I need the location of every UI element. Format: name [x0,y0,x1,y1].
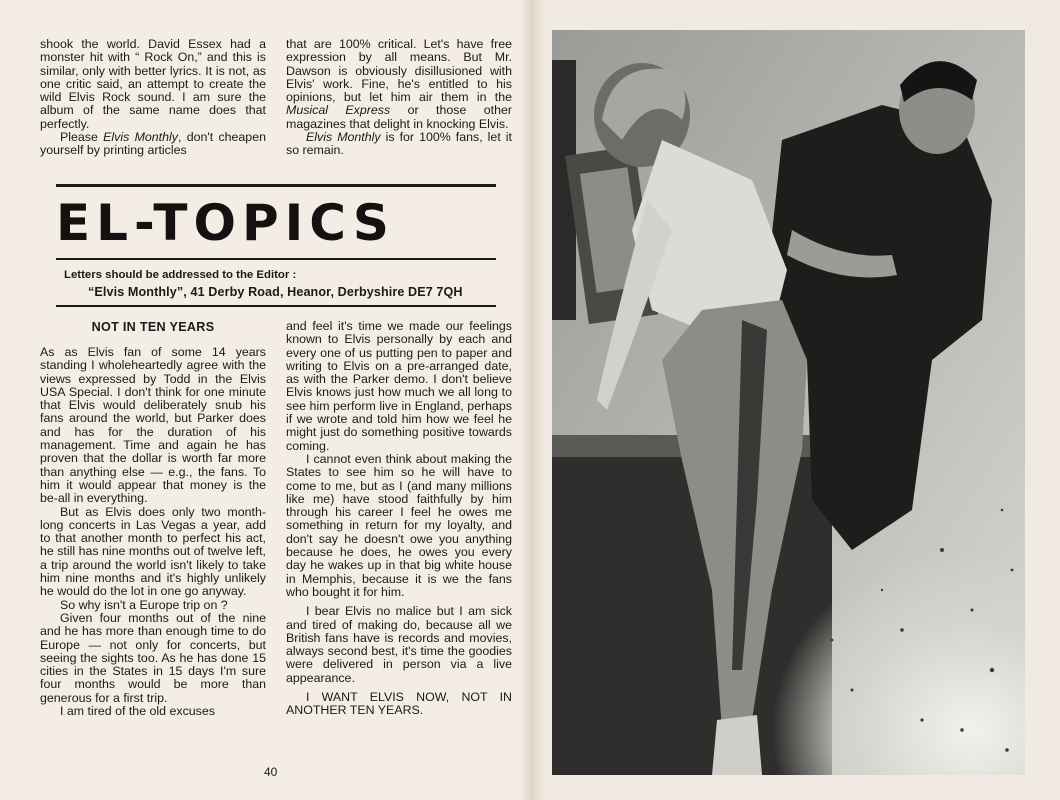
top-left-column [40,38,266,158]
title-rule-bottom [56,258,496,260]
paragraph: I am tired of the old excuses [60,704,215,719]
paragraph: that are 100% critical. Let's have free expression by all means. But Mr. Dawson is obviously disillusioned with Elvis' work. Fine, he's entitled to his opinions, but let him air them in the Musical Express or those other magazines that delight in knocking Elvis. [286,37,513,131]
paragraph: I bear Elvis no malice but I am sick and tired of making do, because all we British fans have is records and movies, always second best, it's time the goodies were delivered in person via a live appearance. [286,604,512,685]
paragraph: I WANT ELVIS NOW, NOT IN ANOTHER TEN YEARS. [286,690,512,718]
paragraph: I cannot even think about making the States to see him so he will have to come to me, but as I (and many millions like me) have stood faithfully by him through his career I feel he owes me something in return for my loyalty, and don't say he doesn't owe you anything because he does, he owes you every day he wakes up in that big white house in Memphis, because it is we the fans who bought it for him. [286,451,512,599]
paragraph: Please Elvis Monthly, don't cheapen yourself by printing articles [40,130,266,158]
paragraph: and feel it's time we made our feelings known to Elvis personally by each and every one of us putting pen to paper and writing to Elvis on a pre-arranged date, as with the Parker demo. I don't believe Elvis knows just how much we all long to see him perform live in England, perhaps if we wrote and told him how we feel he might just do something positive towards coming. [286,319,512,453]
paragraph: Elvis Monthly is for 100% fans, let it so remain. [286,130,512,158]
letter-heading: NOT IN TEN YEARS [91,320,215,334]
paragraph: shook the world. David Essex had a monster hit with “ Rock On,” and this is similar, only with better lyrics. It is not, as one critic said, an attempt to create the wild Elvis Rock sound. I am sure the album of the same name does that perfectly. [40,37,266,131]
section-title: EL-TOPICS [56,194,395,252]
paragraph: But as Elvis does only two month-long concerts in Las Vegas a year, add to that another month to perfect his act, he still has nine months out of twelve left, a trip around the world isn't likely to take him nine months and it's highly unlikely he would do the lot in one go anyway. [40,504,266,599]
paragraph: As as Elvis fan of some 14 years standing I wholeheartedly agree with the views expressed by Todd in the Elvis USA Special. I don't think for one minute that Elvis would deliberately snub his fans around the world, but Parker does and has for the duration of his management. Time and again he has proven that the dollar is worth far more than anything else — e.g., the fans. To him it would appear that money is the be-all in everything. [40,345,266,506]
letter-left-column [40,346,266,718]
photo-illustration [552,30,1025,775]
letter-right-column [286,320,512,718]
title-rule-top [56,184,496,187]
address-rule [56,305,496,307]
page-number: 40 [264,765,278,779]
paragraph: Given four months out of the nine and he has more than enough time to do Europe — not only for concerts, but seeing the sights too. As he has done 15 cities in the States in 15 days I'm sure four months would be more than generous for a first trip. [40,610,266,705]
page-gutter [522,0,544,800]
paragraph: So why isn't a Europe trip on ? [60,597,228,612]
photograph [552,30,1025,775]
address-intro: Letters should be addressed to the Editor : [64,269,297,281]
top-right-column [286,38,512,158]
editor-address: “Elvis Monthly”, 41 Derby Road, Heanor, Derbyshire DE7 7QH [88,285,463,299]
